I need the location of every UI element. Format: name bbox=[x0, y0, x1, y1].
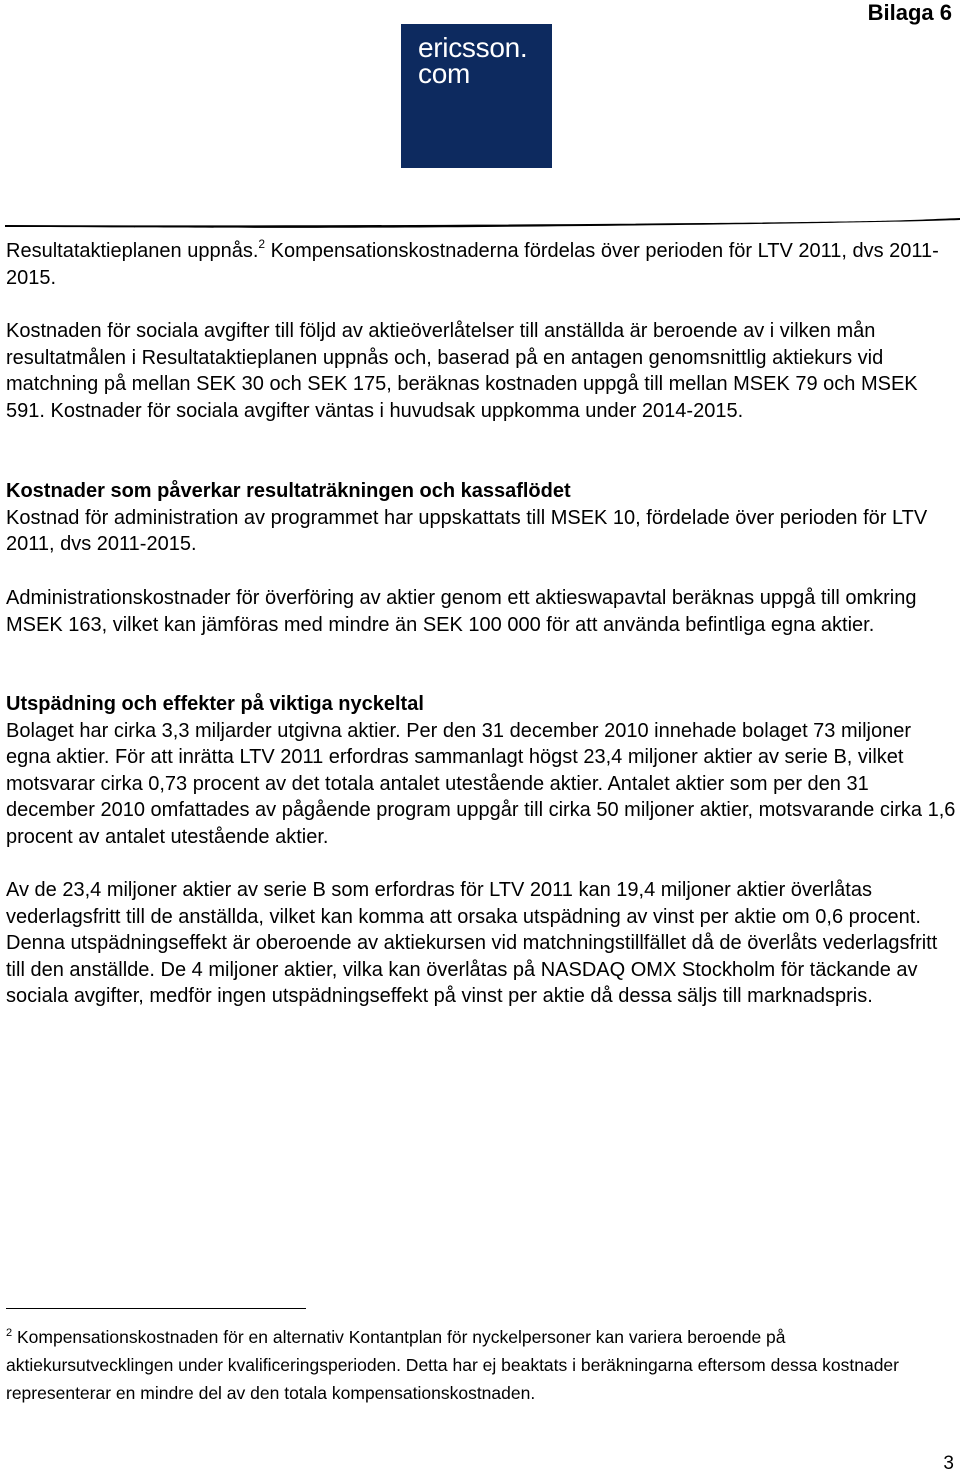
logo-line-1: ericsson. bbox=[418, 32, 528, 63]
page-number: 3 bbox=[943, 1453, 954, 1474]
footnote-ref[interactable]: 2 bbox=[258, 237, 266, 251]
footnote-marker: 2 bbox=[6, 1327, 13, 1339]
paragraph-1-text-b: Kompensationskostnaderna fördelas över perioden för LTV 2011, dvs 2011-2015. bbox=[6, 240, 939, 289]
section-cost bbox=[6, 478, 956, 558]
paragraph-4: Administrationskostnader för överföring av aktier genom ett aktieswapavtal beräknas uppgå till omkring MSEK 163, vilket kan jämföras med mindre än SEK 100 000 för att använda befintliga egna aktier. bbox=[6, 587, 917, 636]
logo-text bbox=[418, 32, 528, 89]
section-dilution bbox=[6, 691, 956, 851]
annex-label: Bilaga 6 bbox=[867, 0, 952, 25]
paragraph-6: Av de 23,4 miljoner aktier av serie B som erfordras för LTV 2011 kan 19,4 miljoner aktier överlåtas vederlagsfritt till de anställda, vilket kan komma att orsaka utspädning av vinst per aktie om 0,6 procent. Denna utspädningseffekt är oberoende av aktiekursen vid matchningstillfället då de överlåts vederlagsfritt till den anställde. De 4 miljoner aktier, vilka kan överlåtas på NASDAQ OMX Stockholm för täckande av sociala avgifter, medför ingen utspädningseffekt på vinst per aktie då dessa säljs till marknadspris. bbox=[6, 879, 938, 1008]
heading-costs: Kostnader som påverkar resultaträkningen och kassaflödet bbox=[6, 480, 571, 502]
header-divider bbox=[5, 217, 960, 229]
footnote bbox=[6, 1323, 951, 1407]
footnote-separator bbox=[6, 1308, 306, 1309]
paragraph-3: Kostnad för administration av programmet har uppskattats till MSEK 10, fördelade över perioden för LTV 2011, dvs 2011-2015. bbox=[6, 506, 928, 556]
paragraph-1-text-a: Resultataktieplanen uppnås. bbox=[6, 240, 259, 262]
paragraph-1 bbox=[6, 238, 956, 291]
logo-line-2: com bbox=[418, 58, 470, 89]
heading-dilution: Utspädning och effekter på viktiga nyckeltal bbox=[6, 693, 424, 715]
paragraph-2: Kostnaden för sociala avgifter till följd av aktieöverlåtelser till anställda är beroende av i vilken mån resultatmålen i Resultataktieplanen uppnås och, baserad på en antagen genomsnittlig aktiekurs vid matchning på mellan SEK 30 och SEK 175, beräknas kostnaden uppgå till mellan MSEK 79 och MSEK 591. Kostnader för sociala avgifter väntas i huvudsak uppkomma under 2014-2015. bbox=[6, 320, 918, 422]
paragraph-5: Bolaget har cirka 3,3 miljarder utgivna aktier. Per den 31 december 2010 innehade bolaget 73 miljoner egna aktier. För att inrätta LTV 2011 erfordras sammanlagt högst 23,4 miljoner aktier av serie B, vilket motsvarar cirka 0,73 procent av det totala antalet utestående aktier. Antalet aktier som per den 31 december 2010 omfattades av pågående program uppgår till cirka 50 miljoner aktier, motsvarande cirka 1,6 procent av antalet utestående aktier. bbox=[6, 719, 956, 848]
footnote-text: Kompensationskostnaden för en alternativ Kontantplan för nyckelpersoner kan variera beroende på aktiekursutvecklingen under kvalificeringsperioden. Detta har ej beaktats i beräkningarna eftersom dessa kostnader representerar en mindre del av den totala kompensationskostnaden. bbox=[6, 1327, 899, 1403]
ericsson-logo bbox=[401, 24, 552, 168]
